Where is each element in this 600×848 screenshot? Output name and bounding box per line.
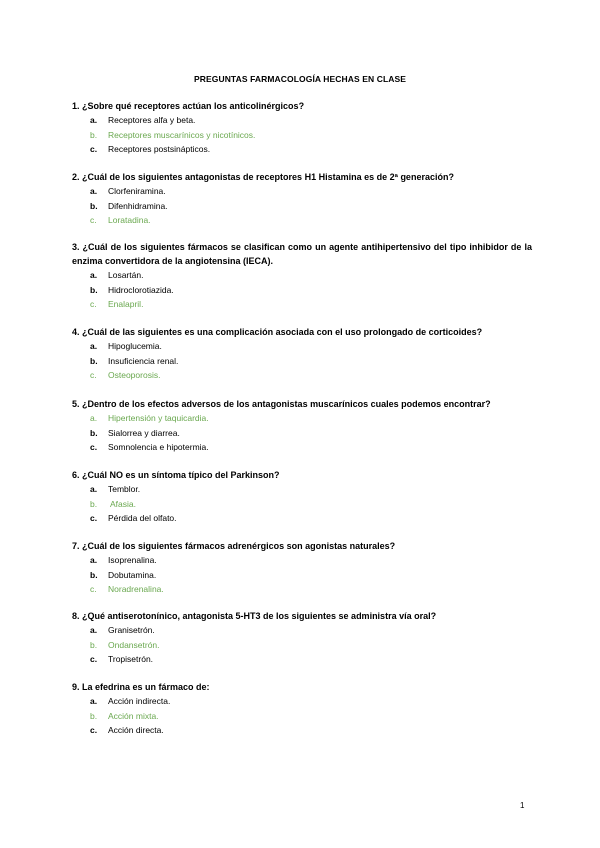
option-b-correct: b. Afasia. <box>90 498 136 509</box>
option-b-correct: b. Acción mixta. <box>90 710 159 721</box>
option-a: a. Losartán. <box>90 270 144 280</box>
question-5 <box>72 397 532 455</box>
option-b-correct: b. Receptores muscarínicos y nicotínicos. <box>90 129 256 140</box>
option-a: a. Hipoglucemia. <box>90 341 162 351</box>
option-a: a. Temblor. <box>90 484 141 494</box>
option-b: b. Dobutamina. <box>90 569 157 580</box>
question-text: 1. ¿Sobre qué receptores actúan los anticolinérgicos? <box>72 101 305 111</box>
question-text: 4. ¿Cuál de las siguientes es una complicación asociada con el uso prolongado de corticoides? <box>72 327 483 337</box>
page-title: PREGUNTAS FARMACOLOGÍA HECHAS EN CLASE <box>193 74 407 84</box>
question-8 <box>72 609 532 667</box>
option-a-correct: a. Hipertensión y taquicardia. <box>90 413 209 423</box>
option-b: b. Sialorrea y diarrea. <box>90 427 180 438</box>
option-c-correct: c. Loratadina. <box>90 215 151 225</box>
option-c: c. Somnolencia e hipotermia. <box>90 442 209 452</box>
option-c: c. Pérdida del olfato. <box>90 513 177 523</box>
question-1 <box>72 99 532 157</box>
page-number: 1 <box>520 801 525 810</box>
question-text: 2. ¿Cuál de los siguientes antagonistas de receptores H1 Histamina es de 2ª generación? <box>72 172 454 182</box>
question-text: 8. ¿Qué antiserotonínico, antagonista 5-HT3 de los siguientes se administra vía oral? <box>72 611 437 621</box>
question-2 <box>72 170 532 228</box>
option-a: a. Granisetrón. <box>90 625 155 635</box>
option-a: a. Clorfeniramina. <box>90 186 166 196</box>
option-b: b. Insuficiencia renal. <box>90 355 179 366</box>
option-c: c. Tropisetrón. <box>90 654 154 664</box>
question-6 <box>72 468 532 526</box>
question-text: 6. ¿Cuál NO es un síntoma típico del Parkinson? <box>72 470 280 480</box>
option-c-correct: c. Enalapril. <box>90 299 144 309</box>
question-7 <box>72 539 532 597</box>
question-3 <box>72 240 532 312</box>
question-text: 3. ¿Cuál de los siguientes fármacos se clasifican como un agente antihipertensivo del tipo inhibidor de la enzima convertidora de la angiotensina (IECA). <box>72 242 532 266</box>
option-c-correct: c. Osteoporosis. <box>90 370 161 380</box>
option-a: a. Acción indirecta. <box>90 696 171 706</box>
option-b: b. Hidroclorotiazida. <box>90 284 174 295</box>
option-b: b. Difenhidramina. <box>90 200 168 211</box>
option-b-correct: b. Ondansetrón. <box>90 639 160 650</box>
option-a: a. Isoprenalina. <box>90 555 157 565</box>
question-4 <box>72 325 532 383</box>
option-c: c. Receptores postsinápticos. <box>90 144 211 154</box>
option-c-correct: c. Noradrenalina. <box>90 584 164 594</box>
option-c: c. Acción directa. <box>90 725 164 735</box>
question-text: 5. ¿Dentro de los efectos adversos de los antagonistas muscarínicos cuales podemos encontrar? <box>72 399 491 409</box>
option-a: a. Receptores alfa y beta. <box>90 115 196 125</box>
question-9 <box>72 680 532 738</box>
question-text: 9. La efedrina es un fármaco de: <box>72 682 210 692</box>
question-text: 7. ¿Cuál de los siguientes fármacos adrenérgicos son agonistas naturales? <box>72 541 396 551</box>
